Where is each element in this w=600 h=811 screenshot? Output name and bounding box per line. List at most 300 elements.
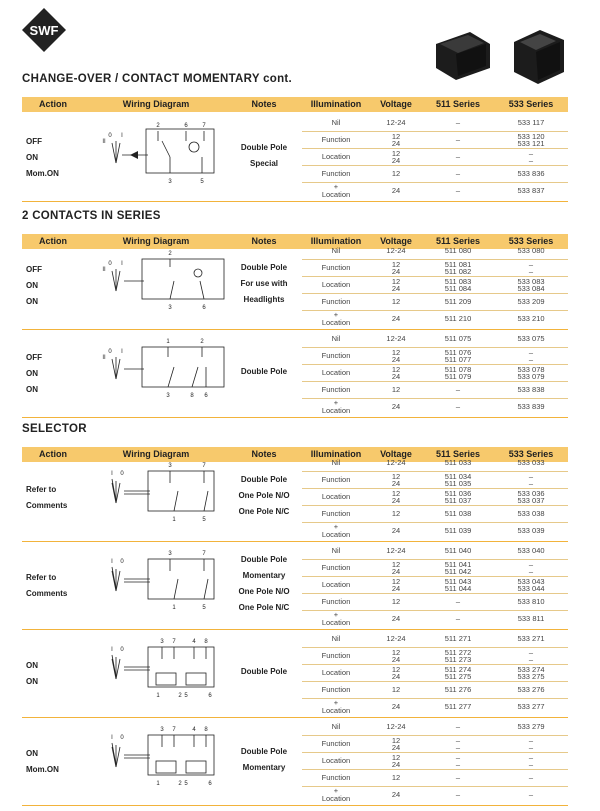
series-511-cell-line: 511 076 — [444, 348, 472, 357]
series-533-cell — [494, 366, 568, 380]
row-divider — [302, 769, 568, 770]
voltage-cell: 12-24 — [386, 334, 406, 343]
rocker-switch-image-left — [430, 26, 494, 82]
voltage-cell: 12-24 — [386, 634, 406, 643]
action-label: Comments — [26, 588, 68, 598]
diagram-label: II — [102, 266, 106, 273]
voltage-cell: 24 — [391, 314, 401, 323]
series-511-cell — [422, 754, 494, 768]
column-header: 511 Series — [435, 449, 481, 459]
diagram-label: I — [121, 348, 123, 355]
diagram-label: 0 — [120, 558, 124, 565]
series-511-cell-line: – — [455, 760, 461, 769]
series-511-cell-line: 511 044 — [444, 584, 472, 593]
illumination-cell: Function — [321, 169, 351, 178]
lever-line — [112, 659, 116, 679]
illumination-cell-line: + — [333, 698, 339, 707]
series-533-cell — [494, 473, 568, 487]
note-line: Double Pole — [240, 474, 288, 484]
series-533-cell: 533 811 — [517, 614, 545, 623]
series-511-cell-line: 511 273 — [444, 655, 472, 664]
lever-line — [112, 359, 116, 379]
series-533-cell: 533 836 — [517, 169, 545, 178]
lever-line — [112, 271, 116, 291]
voltage-cell-line: 12 — [391, 472, 401, 481]
series-533-cell-line: 533 037 — [517, 496, 545, 505]
column-header: Voltage — [380, 236, 412, 246]
note-line: Double Pole — [240, 366, 288, 376]
lever-line — [112, 479, 116, 501]
illumination-cell — [302, 699, 370, 715]
diagram-label: 3 — [168, 178, 172, 185]
series-533-cell: 533 038 — [517, 509, 545, 518]
diagram-label: I — [111, 470, 113, 477]
diagram-label: 1 — [172, 516, 176, 523]
column-header: Illumination — [310, 99, 362, 109]
illumination-cell: Nil — [331, 334, 341, 343]
series-511-cell: 511 271 — [444, 634, 472, 643]
diagram-label: 1 — [156, 692, 160, 699]
voltage-cell — [370, 366, 422, 380]
wiring-diagram — [86, 721, 226, 801]
series-511-cell: – — [455, 135, 461, 144]
diagram-label: I — [111, 646, 113, 653]
row-divider — [302, 293, 568, 294]
series-533-cell — [494, 133, 568, 147]
series-533-cell: 533 040 — [517, 546, 545, 555]
series-511-cell: – — [455, 790, 461, 799]
illumination-cell-line: Location — [321, 318, 351, 327]
row-divider — [302, 681, 568, 682]
series-533-cell: 533 117 — [517, 118, 545, 127]
product-block — [22, 114, 568, 202]
series-511-cell-line: – — [455, 753, 461, 762]
series-511-cell: – — [455, 402, 461, 411]
series-533-cell-line: – — [528, 753, 534, 762]
series-533-cell: 533 271 — [517, 634, 545, 643]
diagram-label: 0 — [120, 470, 124, 477]
series-533-cell-line: – — [528, 479, 534, 488]
illumination-cell-line: Location — [321, 794, 351, 803]
illumination-cell: Location — [321, 280, 351, 289]
voltage-cell-line: 12 — [391, 736, 401, 745]
lever-line — [116, 659, 120, 679]
series-533-cell-line: 533 120 — [517, 132, 545, 141]
column-header: 511 Series — [435, 99, 481, 109]
note-line: Double Pole — [240, 554, 288, 564]
illumination-cell: Function — [321, 297, 351, 306]
series-511-cell: 511 080 — [444, 246, 472, 255]
series-533-cell-line: 533 274 — [517, 665, 545, 674]
series-533-cell-line: – — [528, 648, 534, 657]
column-header: Illumination — [310, 236, 362, 246]
column-header: Voltage — [380, 99, 412, 109]
diagram-label: 7 — [172, 638, 176, 645]
lamp-housing — [156, 673, 176, 685]
diagram-label: 3 — [160, 726, 164, 733]
series-511-cell — [422, 473, 494, 487]
voltage-cell-line: 24 — [391, 479, 401, 488]
voltage-cell-line: 12 — [391, 753, 401, 762]
series-511-cell: 511 033 — [444, 458, 472, 467]
column-header: Action — [39, 449, 67, 459]
voltage-cell: 12 — [391, 597, 401, 606]
column-header: 533 Series — [508, 236, 554, 246]
lamp-housing — [186, 761, 206, 773]
voltage-cell: 12 — [391, 685, 401, 694]
swf-logo — [22, 8, 66, 52]
illumination-cell: Nil — [331, 246, 341, 255]
row-divider — [302, 381, 568, 382]
series-511-cell — [422, 561, 494, 575]
column-header: Wiring Diagram — [122, 99, 190, 109]
diagram-label: 0 — [108, 260, 112, 267]
diagram-label: 5 — [200, 178, 204, 185]
voltage-cell: 12-24 — [386, 246, 406, 255]
diagram-label: 8 — [204, 638, 208, 645]
row-divider — [302, 165, 568, 166]
illumination-cell: Nil — [331, 118, 341, 127]
diagram-label: 6 — [204, 392, 208, 399]
switch-housing — [142, 259, 224, 299]
column-header: Wiring Diagram — [122, 449, 190, 459]
illumination-cell-line: Location — [321, 530, 351, 539]
illumination-cell: Function — [321, 135, 351, 144]
diagram-label: 6 — [208, 780, 212, 787]
voltage-cell: 24 — [391, 186, 401, 195]
action-label: ON — [26, 384, 38, 394]
action-label: Comments — [26, 500, 68, 510]
series-533-cell: 533 837 — [517, 186, 545, 195]
series-533-cell-line: – — [528, 267, 534, 276]
voltage-cell — [370, 649, 422, 663]
diagram-label: I — [121, 260, 123, 267]
voltage-cell: 24 — [391, 614, 401, 623]
series-511-cell-line: 511 275 — [444, 672, 472, 681]
diagram-label: 5 — [184, 692, 188, 699]
series-533-cell — [494, 561, 568, 575]
action-label: OFF — [26, 264, 42, 274]
section-title: 2 CONTACTS IN SERIES — [22, 210, 161, 222]
series-533-cell: 533 838 — [517, 385, 545, 394]
action-label: OFF — [26, 352, 42, 362]
contact — [162, 141, 170, 157]
voltage-cell-line: 24 — [391, 672, 401, 681]
diagram-label: 2 — [178, 780, 182, 787]
action-label: Refer to — [26, 484, 57, 494]
series-533-cell — [494, 737, 568, 751]
action-label: Refer to — [26, 572, 57, 582]
column-header: 533 Series — [508, 449, 554, 459]
series-533-cell: 533 033 — [517, 458, 545, 467]
lever-line — [112, 567, 116, 589]
series-533-cell-line: – — [528, 156, 534, 165]
column-header: Wiring Diagram — [122, 236, 190, 246]
contact — [204, 491, 208, 511]
series-533-cell-line: 533 036 — [517, 489, 545, 498]
contact — [200, 281, 204, 299]
diagram-label: I — [121, 132, 123, 139]
series-511-cell — [422, 578, 494, 592]
series-533-cell-line: – — [528, 472, 534, 481]
note-line: Headlights — [243, 294, 285, 304]
lever-line — [112, 747, 116, 767]
diagram-label: 1 — [172, 604, 176, 611]
diagram-label: 1 — [166, 338, 170, 345]
lamp-symbol — [189, 142, 199, 152]
illumination-cell: Nil — [331, 722, 341, 731]
series-533-cell — [494, 754, 568, 768]
note-line: Double Pole — [240, 262, 288, 272]
illumination-cell: Function — [321, 385, 351, 394]
illumination-cell-line: + — [333, 522, 339, 531]
series-533-cell-line: 533 121 — [517, 139, 545, 148]
series-533-cell: 533 039 — [517, 526, 545, 535]
series-511-cell-line: 511 081 — [444, 260, 472, 269]
diagram-label: 7 — [202, 462, 206, 469]
series-533-cell: 533 080 — [517, 246, 545, 255]
illumination-cell: Function — [321, 739, 351, 748]
illumination-cell: Location — [321, 668, 351, 677]
column-header: Notes — [251, 236, 277, 246]
series-511-cell-line: – — [455, 736, 461, 745]
diagram-label: 3 — [168, 550, 172, 557]
series-533-cell: 533 210 — [517, 314, 545, 323]
column-header: Notes — [251, 99, 277, 109]
illumination-cell-line: Location — [321, 406, 351, 415]
row-divider — [302, 593, 568, 594]
series-511-cell-line: 511 082 — [444, 267, 472, 276]
diagram-label: 7 — [202, 550, 206, 557]
column-header: Notes — [251, 449, 277, 459]
illumination-cell-line: + — [333, 310, 339, 319]
voltage-cell — [370, 278, 422, 292]
switch-housing — [148, 735, 214, 775]
illumination-cell: Function — [321, 351, 351, 360]
illumination-cell-line: + — [333, 610, 339, 619]
series-533-cell-line: 533 044 — [517, 584, 545, 593]
series-511-cell-line: 511 034 — [444, 472, 472, 481]
lever-line — [112, 743, 116, 765]
voltage-cell: 12 — [391, 385, 401, 394]
wiring-diagram — [86, 117, 226, 197]
voltage-cell-line: 12 — [391, 648, 401, 657]
product-block — [22, 542, 568, 630]
series-533-cell — [494, 278, 568, 292]
contact — [192, 367, 198, 387]
wiring-diagram — [86, 457, 226, 537]
series-533-cell — [494, 150, 568, 164]
column-header: Illumination — [310, 449, 362, 459]
voltage-cell — [370, 473, 422, 487]
series-533-cell-line: 533 079 — [517, 372, 545, 381]
series-533-cell-line: 533 078 — [517, 365, 545, 374]
series-533-cell: 533 075 — [517, 334, 545, 343]
illumination-cell-line: + — [333, 786, 339, 795]
series-511-cell: – — [455, 722, 461, 731]
series-511-cell: – — [455, 152, 461, 161]
series-533-cell — [494, 666, 568, 680]
wiring-diagram — [86, 633, 226, 713]
illumination-cell — [302, 523, 370, 539]
series-533-cell — [494, 349, 568, 363]
voltage-cell: 12 — [391, 773, 401, 782]
product-block — [22, 454, 568, 542]
voltage-cell-line: 24 — [391, 139, 401, 148]
lever-line — [116, 571, 120, 591]
series-511-cell-line: 511 037 — [444, 496, 472, 505]
series-533-cell: – — [528, 773, 534, 782]
lever-line — [112, 483, 116, 503]
series-511-cell-line: 511 035 — [444, 479, 472, 488]
voltage-cell-line: 12 — [391, 577, 401, 586]
series-533-cell-line: – — [528, 355, 534, 364]
voltage-cell — [370, 737, 422, 751]
series-511-cell — [422, 649, 494, 663]
diagram-label: 5 — [202, 604, 206, 611]
voltage-cell — [370, 133, 422, 147]
lamp-symbol — [194, 269, 202, 277]
diagram-label: 4 — [192, 726, 196, 733]
series-533-cell-line: – — [528, 736, 534, 745]
voltage-cell: 12 — [391, 297, 401, 306]
switch-housing — [142, 347, 224, 387]
lamp-housing — [156, 761, 176, 773]
illumination-cell: Function — [321, 475, 351, 484]
illumination-cell — [302, 611, 370, 627]
series-533-cell-line: 533 084 — [517, 284, 545, 293]
series-533-cell: 533 839 — [517, 402, 545, 411]
series-511-cell-line: 511 078 — [444, 365, 472, 374]
action-label: OFF — [26, 136, 42, 146]
series-511-cell — [422, 261, 494, 275]
action-label: ON — [26, 296, 38, 306]
diagram-label: 3 — [168, 462, 172, 469]
contact — [174, 579, 178, 599]
diagram-label: 5 — [184, 780, 188, 787]
illumination-cell-line: Location — [321, 618, 351, 627]
series-511-cell-line: 511 084 — [444, 284, 472, 293]
illumination-cell: Function — [321, 563, 351, 572]
voltage-cell-line: 24 — [391, 156, 401, 165]
note-line: Double Pole — [240, 746, 288, 756]
series-511-cell — [422, 278, 494, 292]
series-533-cell-line: – — [528, 260, 534, 269]
voltage-cell-line: 12 — [391, 149, 401, 158]
lever-line — [116, 143, 120, 163]
illumination-cell-line: + — [333, 182, 339, 191]
series-511-cell: 511 210 — [444, 314, 472, 323]
series-533-cell: 533 209 — [517, 297, 545, 306]
voltage-cell-line: 24 — [391, 584, 401, 593]
illumination-cell: Function — [321, 263, 351, 272]
voltage-cell: 24 — [391, 402, 401, 411]
row-divider — [302, 505, 568, 506]
voltage-cell-line: 12 — [391, 560, 401, 569]
note-line: For use with — [240, 278, 288, 288]
diagram-label: I — [111, 558, 113, 565]
note-line: Double Pole — [240, 666, 288, 676]
diagram-label: 2 — [200, 338, 204, 345]
series-533-cell — [494, 578, 568, 592]
illumination-cell: Location — [321, 492, 351, 501]
diagram-label: 3 — [168, 304, 172, 311]
diagram-label: 5 — [202, 516, 206, 523]
illumination-cell: Nil — [331, 634, 341, 643]
action-label: ON — [26, 676, 38, 686]
voltage-cell-line: 12 — [391, 277, 401, 286]
product-block — [22, 242, 568, 330]
action-label: ON — [26, 748, 38, 758]
voltage-cell-line: 24 — [391, 743, 401, 752]
diagram-label: 0 — [120, 734, 124, 741]
series-533-cell-line: 533 043 — [517, 577, 545, 586]
series-511-cell-line: 511 083 — [444, 277, 472, 286]
diagram-label: 0 — [108, 132, 112, 139]
series-533-cell: 533 277 — [517, 702, 545, 711]
column-header: 533 Series — [508, 99, 554, 109]
voltage-cell: 12-24 — [386, 722, 406, 731]
voltage-cell: 12-24 — [386, 458, 406, 467]
voltage-cell — [370, 490, 422, 504]
series-533-cell — [494, 490, 568, 504]
voltage-cell: 12-24 — [386, 118, 406, 127]
section-title: CHANGE-OVER / CONTACT MOMENTARY cont. — [22, 73, 293, 85]
voltage-cell-line: 24 — [391, 496, 401, 505]
series-511-cell — [422, 490, 494, 504]
diagram-label: 2 — [168, 250, 172, 257]
column-header: 511 Series — [435, 236, 481, 246]
series-511-cell-line: 511 274 — [444, 665, 472, 674]
series-511-cell: 511 075 — [444, 334, 472, 343]
note-line: One Pole N/O — [238, 586, 290, 596]
table-header — [22, 97, 568, 112]
illumination-cell — [302, 399, 370, 415]
section-title: SELECTOR — [22, 423, 87, 435]
voltage-cell-line: 24 — [391, 655, 401, 664]
diagram-label: 0 — [108, 348, 112, 355]
contact — [168, 367, 174, 387]
lever-line — [112, 143, 116, 163]
series-511-cell: 511 038 — [444, 509, 472, 518]
series-511-cell-line: 511 042 — [444, 567, 472, 576]
series-511-cell: 511 276 — [444, 685, 472, 694]
illumination-cell-line: + — [333, 398, 339, 407]
diagram-label: 2 — [178, 692, 182, 699]
switch-housing — [148, 647, 214, 687]
series-533-cell-line: – — [528, 655, 534, 664]
series-533-cell-line: 533 275 — [517, 672, 545, 681]
diagram-label: II — [102, 354, 106, 361]
action-label: Mom.ON — [26, 764, 59, 774]
diagram-label: 3 — [166, 392, 170, 399]
series-511-cell: – — [455, 186, 461, 195]
column-header: Action — [39, 99, 67, 109]
diagram-label: 7 — [202, 122, 206, 129]
lever-line — [116, 747, 120, 767]
note-line: One Pole N/C — [238, 506, 290, 516]
action-label: ON — [26, 368, 38, 378]
illumination-cell: Function — [321, 685, 351, 694]
series-511-cell: 511 040 — [444, 546, 472, 555]
series-511-cell-line: 511 041 — [444, 560, 472, 569]
series-511-cell — [422, 737, 494, 751]
diagram-label: 6 — [202, 304, 206, 311]
series-533-cell: 533 276 — [517, 685, 545, 694]
illumination-cell — [302, 787, 370, 803]
voltage-cell-line: 12 — [391, 365, 401, 374]
voltage-cell-line: 24 — [391, 760, 401, 769]
